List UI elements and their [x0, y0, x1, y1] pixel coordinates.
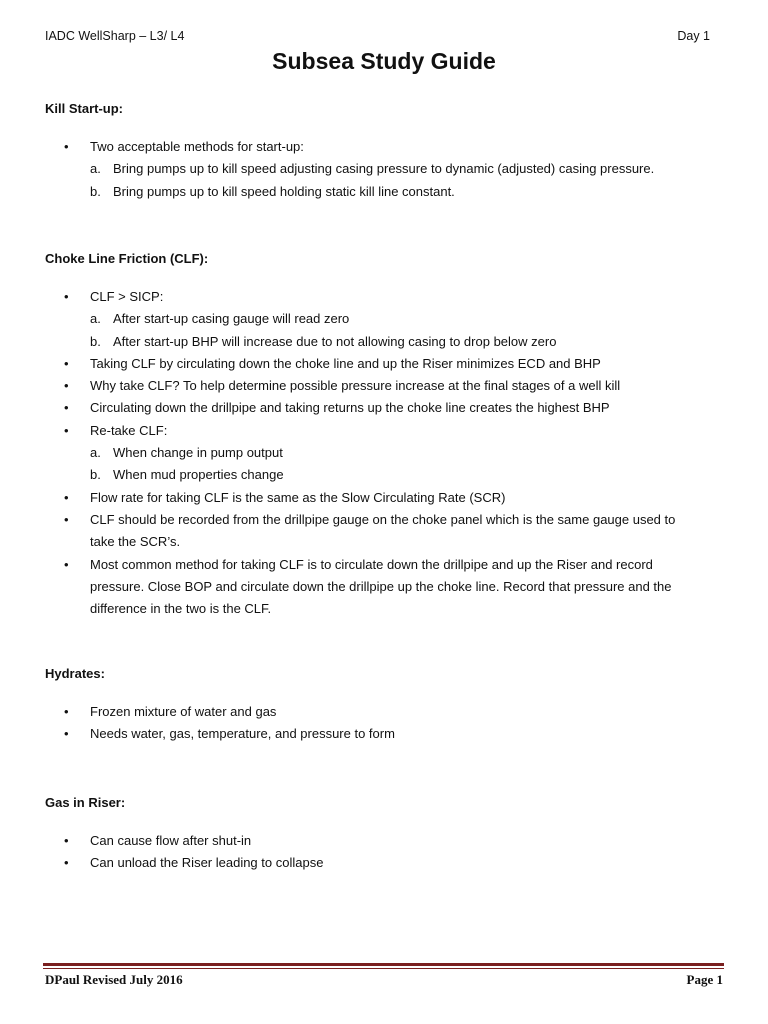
bullet-item [45, 353, 728, 375]
section-items [45, 701, 728, 746]
sub-item-marker: a. [90, 311, 101, 327]
bullet-icon: • [64, 422, 69, 438]
bullet-item [45, 701, 728, 723]
bullet-icon: • [64, 355, 69, 371]
item-text: After start-up BHP will increase due to not allowing casing to drop below zero [113, 333, 557, 349]
item-text: Bring pumps up to kill speed adjusting casing pressure to dynamic (adjusted) casing pressure. [113, 161, 655, 177]
bullet-item-continuation [45, 598, 728, 620]
bullet-icon: • [64, 704, 69, 719]
section [45, 99, 728, 203]
footer-page-number: Page 1 [686, 972, 723, 987]
bullet-item-continuation [45, 531, 728, 553]
item-text: Two acceptable methods for start-up: [90, 139, 304, 154]
section [45, 793, 728, 875]
bullet-icon: • [64, 726, 69, 742]
bullet-icon: • [64, 489, 69, 505]
sub-item [45, 181, 728, 203]
section-items [45, 830, 728, 875]
bullet-icon: • [64, 511, 69, 527]
sub-item-marker: a. [90, 445, 101, 461]
bullet-item [45, 397, 728, 419]
item-text: When mud properties change [113, 467, 284, 483]
item-text: CLF > SICP: [90, 289, 164, 304]
bullet-icon: • [64, 855, 69, 871]
bullet-item [45, 286, 728, 308]
bullet-icon: • [64, 139, 69, 154]
item-text: Most common method for taking CLF is to circulate down the drillpipe and up the Riser and record [90, 556, 653, 572]
bullet-icon: • [64, 289, 69, 304]
item-text: Needs water, gas, temperature, and pressure to form [90, 726, 395, 742]
header-left: IADC WellSharp – L3/ L4 [45, 29, 185, 43]
sub-item [45, 442, 728, 464]
item-text: difference in the two is the CLF. [90, 601, 272, 617]
sub-item-marker: a. [90, 161, 101, 177]
section-heading: Kill Start-up: [45, 101, 123, 116]
section-heading: Hydrates: [45, 666, 105, 681]
item-text: Re-take CLF: [90, 422, 168, 438]
bullet-item-continuation [45, 576, 728, 598]
section-items [45, 136, 728, 203]
bullet-item [45, 420, 728, 442]
item-text: Taking CLF by circulating down the choke line and up the Riser minimizes ECD and BHP [90, 355, 601, 371]
footer-rule-thick [43, 963, 724, 966]
footer-rule-thin [43, 968, 724, 969]
section-heading: Choke Line Friction (CLF): [45, 251, 209, 266]
page-title: Subsea Study Guide [272, 48, 496, 74]
bullet-item [45, 136, 728, 158]
item-text: When change in pump output [113, 445, 283, 461]
sub-item [45, 308, 728, 330]
sub-item-marker: b. [90, 467, 101, 483]
footer-left: DPaul Revised July 2016 [45, 972, 183, 987]
sub-item [45, 158, 728, 180]
header-right: Day 1 [677, 29, 710, 43]
bullet-item [45, 830, 728, 852]
bullet-item [45, 375, 728, 397]
sub-item [45, 464, 728, 486]
bullet-item [45, 852, 728, 874]
section-items [45, 286, 728, 620]
bullet-icon: • [64, 833, 69, 848]
item-text: Can unload the Riser leading to collapse [90, 855, 324, 871]
item-text: Frozen mixture of water and gas [90, 704, 277, 719]
item-text: CLF should be recorded from the drillpipe gauge on the choke panel which is the same gauge used to [90, 511, 676, 527]
sub-item-marker: b. [90, 333, 101, 349]
bullet-item [45, 487, 728, 509]
bullet-item [45, 509, 728, 531]
bullet-item [45, 723, 728, 745]
bullet-item [45, 554, 728, 576]
item-text: Bring pumps up to kill speed holding static kill line constant. [113, 183, 455, 199]
bullet-icon: • [64, 378, 69, 394]
item-text: Can cause flow after shut-in [90, 833, 252, 848]
item-text: Why take CLF? To help determine possible pressure increase at the final stages of a well kill [90, 378, 621, 394]
sub-item-marker: b. [90, 183, 101, 199]
section-heading: Gas in Riser: [45, 795, 126, 810]
bullet-icon: • [64, 556, 69, 572]
sub-item [45, 331, 728, 353]
item-text: Flow rate for taking CLF is the same as the Slow Circulating Rate (SCR) [90, 489, 506, 505]
item-text: Circulating down the drillpipe and taking returns up the choke line creates the highest BHP [90, 400, 610, 416]
item-text: take the SCR’s. [90, 534, 181, 550]
bullet-icon: • [64, 400, 69, 416]
item-text: After start-up casing gauge will read zero [113, 311, 350, 327]
item-text: pressure. Close BOP and circulate down the drillpipe up the choke line. Record that pressure and the [90, 578, 672, 594]
section [45, 249, 728, 620]
section [45, 664, 728, 746]
